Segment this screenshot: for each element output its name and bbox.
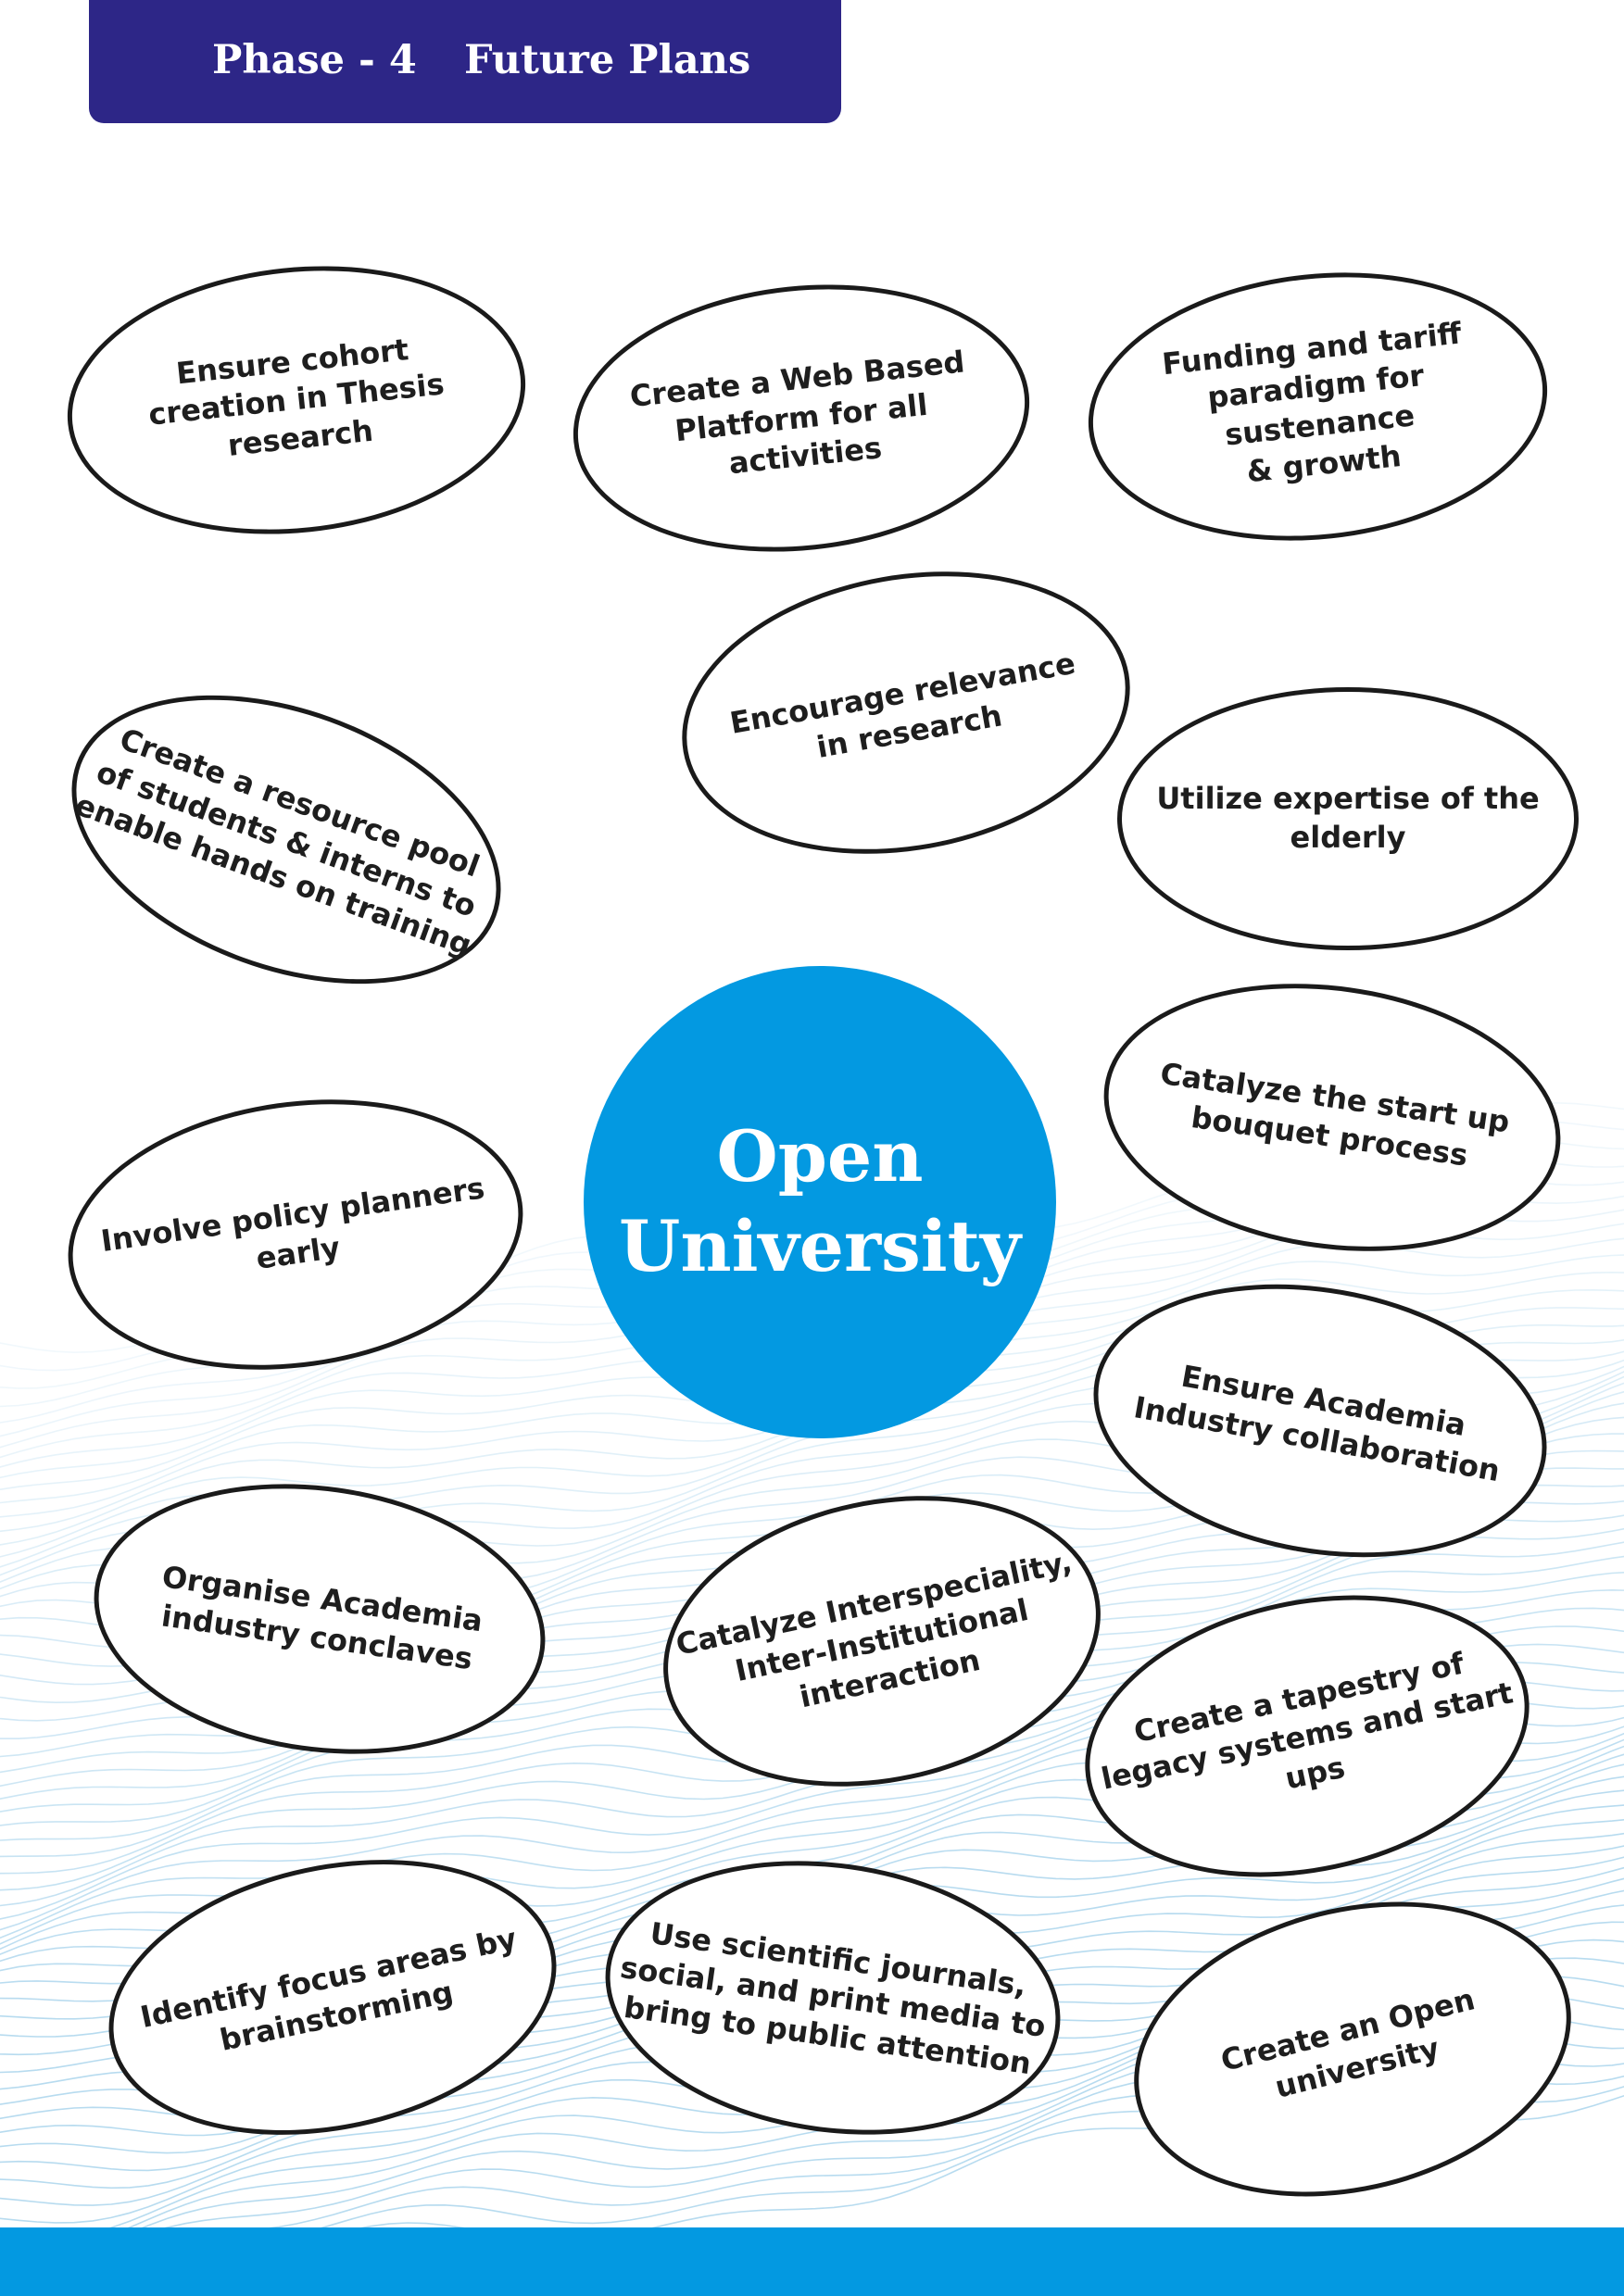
bubble-label: Ensure cohort creation in Thesis research <box>146 331 447 463</box>
bubble-label: Funding and tariff paradigm for sustenance & growth <box>1160 315 1464 489</box>
bubble-label: Catalyze Interspeciality, Inter-Institutional interaction <box>673 1543 1076 1715</box>
bubble-label: Involve policy planners early <box>98 1170 487 1276</box>
bubble-interspeciality <box>636 1458 1128 1826</box>
bubble-open-university <box>1102 1858 1603 2240</box>
bubble-focus-areas <box>83 1821 583 2174</box>
center-label: Open University <box>619 1115 1021 1287</box>
center-circle <box>584 966 1056 1438</box>
bubble-label: Ensure Academia Industry collaboration <box>1131 1359 1503 1489</box>
page-title: Future Plans <box>464 37 751 83</box>
bubble-label: Encourage relevance in research <box>727 645 1078 765</box>
bubble-funding-tariff <box>1075 251 1560 562</box>
bubble-label: Create an Open university <box>1216 1981 1479 2105</box>
bubble-legacy-systems <box>1059 1557 1555 1916</box>
phase-label: Phase - 4 <box>212 37 417 83</box>
bubble-label: Organise Academia industry conclaves <box>159 1559 485 1677</box>
bubble-resource-pool <box>31 641 540 1038</box>
bubble-cohort-creation <box>54 245 538 556</box>
bubble-relevance-research <box>660 538 1152 887</box>
bubble-expertise-elderly <box>1117 687 1579 950</box>
bubble-label: Catalyze the start up bouquet process <box>1158 1055 1512 1173</box>
bubble-start-up-bouquet <box>1087 956 1579 1279</box>
bubble-public-attention <box>587 1833 1078 2163</box>
footer-bar <box>0 2227 1624 2296</box>
bubble-policy-planners <box>51 1072 541 1398</box>
bubble-label: Utilize expertise of the elderly <box>1156 781 1540 855</box>
header-tab <box>89 0 841 123</box>
bubble-label: Create a tapestry of legacy systems and start ups <box>1098 1645 1517 1797</box>
bubble-label: Use scientific journals, social, and print media to bring to public attention <box>618 1914 1049 2082</box>
bubble-conclaves <box>76 1456 562 1781</box>
bubble-web-platform <box>560 263 1042 573</box>
bubble-label: Create a resource pool of students & interns to enable hands on training <box>70 721 485 963</box>
bubble-academia-industry <box>1072 1250 1568 1590</box>
bubble-label: Create a Web Based Platform for all activities <box>628 344 967 482</box>
bubble-label: Identify focus areas by brainstorming <box>137 1920 520 2058</box>
